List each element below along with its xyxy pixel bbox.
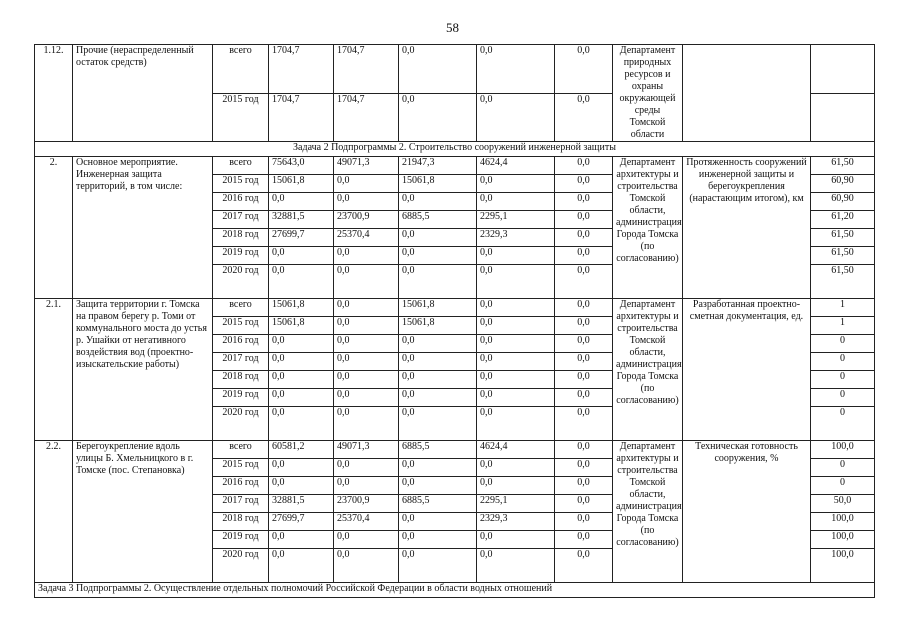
total-cell: 27699,7 (269, 513, 334, 531)
target-value-cell: 100,0 (811, 513, 875, 531)
local-budget-cell: 2295,1 (477, 495, 555, 513)
department-cell: Департамент архитектуры и строительства Томской области, администрация Города Томска (по согласованию) (613, 157, 683, 299)
period-cell: 2015 год (213, 175, 269, 193)
total-cell: 32881,5 (269, 495, 334, 513)
federal-budget-cell: 0,0 (334, 335, 399, 353)
target-value-cell: 100,0 (811, 441, 875, 459)
total-cell: 0,0 (269, 371, 334, 389)
total-cell: 0,0 (269, 247, 334, 265)
federal-budget-cell: 49071,3 (334, 441, 399, 459)
item-number: 2. (35, 157, 73, 299)
target-value-cell (811, 45, 875, 94)
local-budget-cell: 0,0 (477, 371, 555, 389)
local-budget-cell: 0,0 (477, 45, 555, 94)
regional-budget-cell: 0,0 (399, 371, 477, 389)
total-cell: 75643,0 (269, 157, 334, 175)
target-value-cell: 0 (811, 353, 875, 371)
table-row (35, 441, 875, 459)
other-sources-cell: 0,0 (555, 229, 613, 247)
regional-budget-cell: 15061,8 (399, 175, 477, 193)
other-sources-cell: 0,0 (555, 317, 613, 335)
other-sources-cell: 0,0 (555, 265, 613, 299)
item-number: 2.1. (35, 299, 73, 441)
table-row (35, 45, 875, 94)
total-cell: 0,0 (269, 389, 334, 407)
table-row (35, 157, 875, 175)
total-cell: 0,0 (269, 549, 334, 583)
regional-budget-cell: 0,0 (399, 549, 477, 583)
total-cell: 60581,2 (269, 441, 334, 459)
indicator-cell (683, 45, 811, 142)
federal-budget-cell: 0,0 (334, 247, 399, 265)
federal-budget-cell: 0,0 (334, 175, 399, 193)
regional-budget-cell: 0,0 (399, 265, 477, 299)
local-budget-cell: 0,0 (477, 265, 555, 299)
other-sources-cell: 0,0 (555, 45, 613, 94)
other-sources-cell: 0,0 (555, 93, 613, 142)
local-budget-cell: 0,0 (477, 353, 555, 371)
local-budget-cell: 2329,3 (477, 229, 555, 247)
regional-budget-cell: 0,0 (399, 407, 477, 441)
table-row (35, 299, 875, 317)
other-sources-cell: 0,0 (555, 193, 613, 211)
regional-budget-cell: 0,0 (399, 247, 477, 265)
local-budget-cell: 0,0 (477, 407, 555, 441)
target-value-cell: 61,50 (811, 265, 875, 299)
other-sources-cell: 0,0 (555, 353, 613, 371)
local-budget-cell: 0,0 (477, 459, 555, 477)
local-budget-cell: 0,0 (477, 175, 555, 193)
other-sources-cell: 0,0 (555, 371, 613, 389)
period-cell: всего (213, 45, 269, 94)
local-budget-cell: 0,0 (477, 335, 555, 353)
target-value-cell: 60,90 (811, 193, 875, 211)
local-budget-cell: 2295,1 (477, 211, 555, 229)
department-cell: Департамент архитектуры и строительства Томской области, администрация Города Томска (по согласованию) (613, 441, 683, 583)
regional-budget-cell: 0,0 (399, 531, 477, 549)
federal-budget-cell: 23700,9 (334, 211, 399, 229)
period-cell: 2018 год (213, 371, 269, 389)
regional-budget-cell: 0,0 (399, 389, 477, 407)
period-cell: 2017 год (213, 211, 269, 229)
target-value-cell: 0 (811, 477, 875, 495)
regional-budget-cell: 0,0 (399, 93, 477, 142)
local-budget-cell: 0,0 (477, 531, 555, 549)
other-sources-cell: 0,0 (555, 495, 613, 513)
item-name: Прочие (нераспределенный остаток средств) (73, 45, 213, 142)
other-sources-cell: 0,0 (555, 247, 613, 265)
period-cell: 2017 год (213, 353, 269, 371)
task-heading: Задача 3 Подпрограммы 2. Осуществление отдельных полномочий Российской Федерации в области водных отношений (35, 583, 875, 598)
federal-budget-cell: 0,0 (334, 389, 399, 407)
other-sources-cell: 0,0 (555, 531, 613, 549)
target-value-cell: 0 (811, 371, 875, 389)
indicator-cell: Разработанная проектно-сметная документация, ед. (683, 299, 811, 441)
other-sources-cell: 0,0 (555, 211, 613, 229)
other-sources-cell: 0,0 (555, 477, 613, 495)
federal-budget-cell: 0,0 (334, 531, 399, 549)
task-row (35, 142, 875, 157)
regional-budget-cell: 0,0 (399, 353, 477, 371)
period-cell: 2020 год (213, 549, 269, 583)
period-cell: 2019 год (213, 389, 269, 407)
other-sources-cell: 0,0 (555, 441, 613, 459)
local-budget-cell: 0,0 (477, 317, 555, 335)
total-cell: 0,0 (269, 353, 334, 371)
other-sources-cell: 0,0 (555, 157, 613, 175)
regional-budget-cell: 0,0 (399, 477, 477, 495)
item-name: Берегоукрепление вдоль улицы Б. Хмельницкого в г. Томске (пос. Степановка) (73, 441, 213, 583)
budget-table (34, 44, 875, 598)
total-cell: 1704,7 (269, 45, 334, 94)
regional-budget-cell: 6885,5 (399, 441, 477, 459)
total-cell: 0,0 (269, 477, 334, 495)
period-cell: 2015 год (213, 317, 269, 335)
period-cell: 2016 год (213, 335, 269, 353)
local-budget-cell: 4624,4 (477, 441, 555, 459)
period-cell: всего (213, 157, 269, 175)
task-heading: Задача 2 Подпрограммы 2. Строительство сооружений инженерной защиты (35, 142, 875, 157)
period-cell: 2015 год (213, 93, 269, 142)
other-sources-cell: 0,0 (555, 513, 613, 531)
target-value-cell: 61,20 (811, 211, 875, 229)
federal-budget-cell: 1704,7 (334, 45, 399, 94)
federal-budget-cell: 0,0 (334, 317, 399, 335)
regional-budget-cell: 6885,5 (399, 211, 477, 229)
total-cell: 15061,8 (269, 299, 334, 317)
total-cell: 0,0 (269, 459, 334, 477)
other-sources-cell: 0,0 (555, 389, 613, 407)
task-row (35, 583, 875, 598)
target-value-cell: 61,50 (811, 157, 875, 175)
total-cell: 0,0 (269, 531, 334, 549)
regional-budget-cell: 0,0 (399, 193, 477, 211)
federal-budget-cell: 0,0 (334, 459, 399, 477)
federal-budget-cell: 0,0 (334, 407, 399, 441)
period-cell: 2016 год (213, 477, 269, 495)
other-sources-cell: 0,0 (555, 175, 613, 193)
period-cell: 2019 год (213, 531, 269, 549)
period-cell: 2018 год (213, 229, 269, 247)
item-number: 1.12. (35, 45, 73, 142)
item-name: Защита территории г. Томска на правом берегу р. Томи от коммунального моста до устья р. Ушайки от негативного воздействия вод (проектно-изыскательские работы) (73, 299, 213, 441)
department-cell: Департамент архитектуры и строительства Томской области, администрация Города Томска (по согласованию) (613, 299, 683, 441)
federal-budget-cell: 0,0 (334, 549, 399, 583)
period-cell: 2015 год (213, 459, 269, 477)
target-value-cell: 1 (811, 317, 875, 335)
local-budget-cell: 0,0 (477, 389, 555, 407)
other-sources-cell: 0,0 (555, 335, 613, 353)
page-number: 58 (446, 20, 459, 35)
total-cell: 27699,7 (269, 229, 334, 247)
total-cell: 0,0 (269, 193, 334, 211)
federal-budget-cell: 0,0 (334, 299, 399, 317)
local-budget-cell: 0,0 (477, 477, 555, 495)
indicator-cell: Техническая готовность сооружения, % (683, 441, 811, 583)
total-cell: 32881,5 (269, 211, 334, 229)
local-budget-cell: 0,0 (477, 93, 555, 142)
target-value-cell: 100,0 (811, 531, 875, 549)
target-value-cell: 50,0 (811, 495, 875, 513)
item-name: Основное мероприятие. Инженерная защита территорий, в том числе: (73, 157, 213, 299)
regional-budget-cell: 0,0 (399, 229, 477, 247)
local-budget-cell: 0,0 (477, 549, 555, 583)
target-value-cell (811, 93, 875, 142)
period-cell: 2019 год (213, 247, 269, 265)
target-value-cell: 0 (811, 389, 875, 407)
federal-budget-cell: 25370,4 (334, 513, 399, 531)
regional-budget-cell: 15061,8 (399, 317, 477, 335)
target-value-cell: 0 (811, 335, 875, 353)
local-budget-cell: 0,0 (477, 193, 555, 211)
regional-budget-cell: 15061,8 (399, 299, 477, 317)
target-value-cell: 100,0 (811, 549, 875, 583)
regional-budget-cell: 21947,3 (399, 157, 477, 175)
federal-budget-cell: 0,0 (334, 371, 399, 389)
period-cell: 2016 год (213, 193, 269, 211)
target-value-cell: 61,50 (811, 229, 875, 247)
period-cell: 2017 год (213, 495, 269, 513)
total-cell: 1704,7 (269, 93, 334, 142)
target-value-cell: 60,90 (811, 175, 875, 193)
other-sources-cell: 0,0 (555, 299, 613, 317)
total-cell: 15061,8 (269, 317, 334, 335)
federal-budget-cell: 25370,4 (334, 229, 399, 247)
regional-budget-cell: 0,0 (399, 513, 477, 531)
target-value-cell: 61,50 (811, 247, 875, 265)
regional-budget-cell: 0,0 (399, 45, 477, 94)
local-budget-cell: 0,0 (477, 299, 555, 317)
period-cell: 2018 год (213, 513, 269, 531)
department-cell: Департамент природных ресурсов и охраны окружающей среды Томской области (613, 45, 683, 142)
target-value-cell: 0 (811, 459, 875, 477)
total-cell: 15061,8 (269, 175, 334, 193)
item-number: 2.2. (35, 441, 73, 583)
federal-budget-cell: 23700,9 (334, 495, 399, 513)
period-cell: всего (213, 299, 269, 317)
period-cell: всего (213, 441, 269, 459)
period-cell: 2020 год (213, 265, 269, 299)
other-sources-cell: 0,0 (555, 549, 613, 583)
federal-budget-cell: 0,0 (334, 193, 399, 211)
period-cell: 2020 год (213, 407, 269, 441)
other-sources-cell: 0,0 (555, 459, 613, 477)
total-cell: 0,0 (269, 335, 334, 353)
regional-budget-cell: 0,0 (399, 459, 477, 477)
federal-budget-cell: 1704,7 (334, 93, 399, 142)
total-cell: 0,0 (269, 407, 334, 441)
other-sources-cell: 0,0 (555, 407, 613, 441)
federal-budget-cell: 0,0 (334, 477, 399, 495)
indicator-cell: Протяженность сооружений инженерной защиты и берегоукрепления (нарастающим итогом), км (683, 157, 811, 299)
federal-budget-cell: 0,0 (334, 353, 399, 371)
regional-budget-cell: 6885,5 (399, 495, 477, 513)
target-value-cell: 0 (811, 407, 875, 441)
federal-budget-cell: 0,0 (334, 265, 399, 299)
local-budget-cell: 2329,3 (477, 513, 555, 531)
target-value-cell: 1 (811, 299, 875, 317)
federal-budget-cell: 49071,3 (334, 157, 399, 175)
regional-budget-cell: 0,0 (399, 335, 477, 353)
local-budget-cell: 4624,4 (477, 157, 555, 175)
local-budget-cell: 0,0 (477, 247, 555, 265)
total-cell: 0,0 (269, 265, 334, 299)
